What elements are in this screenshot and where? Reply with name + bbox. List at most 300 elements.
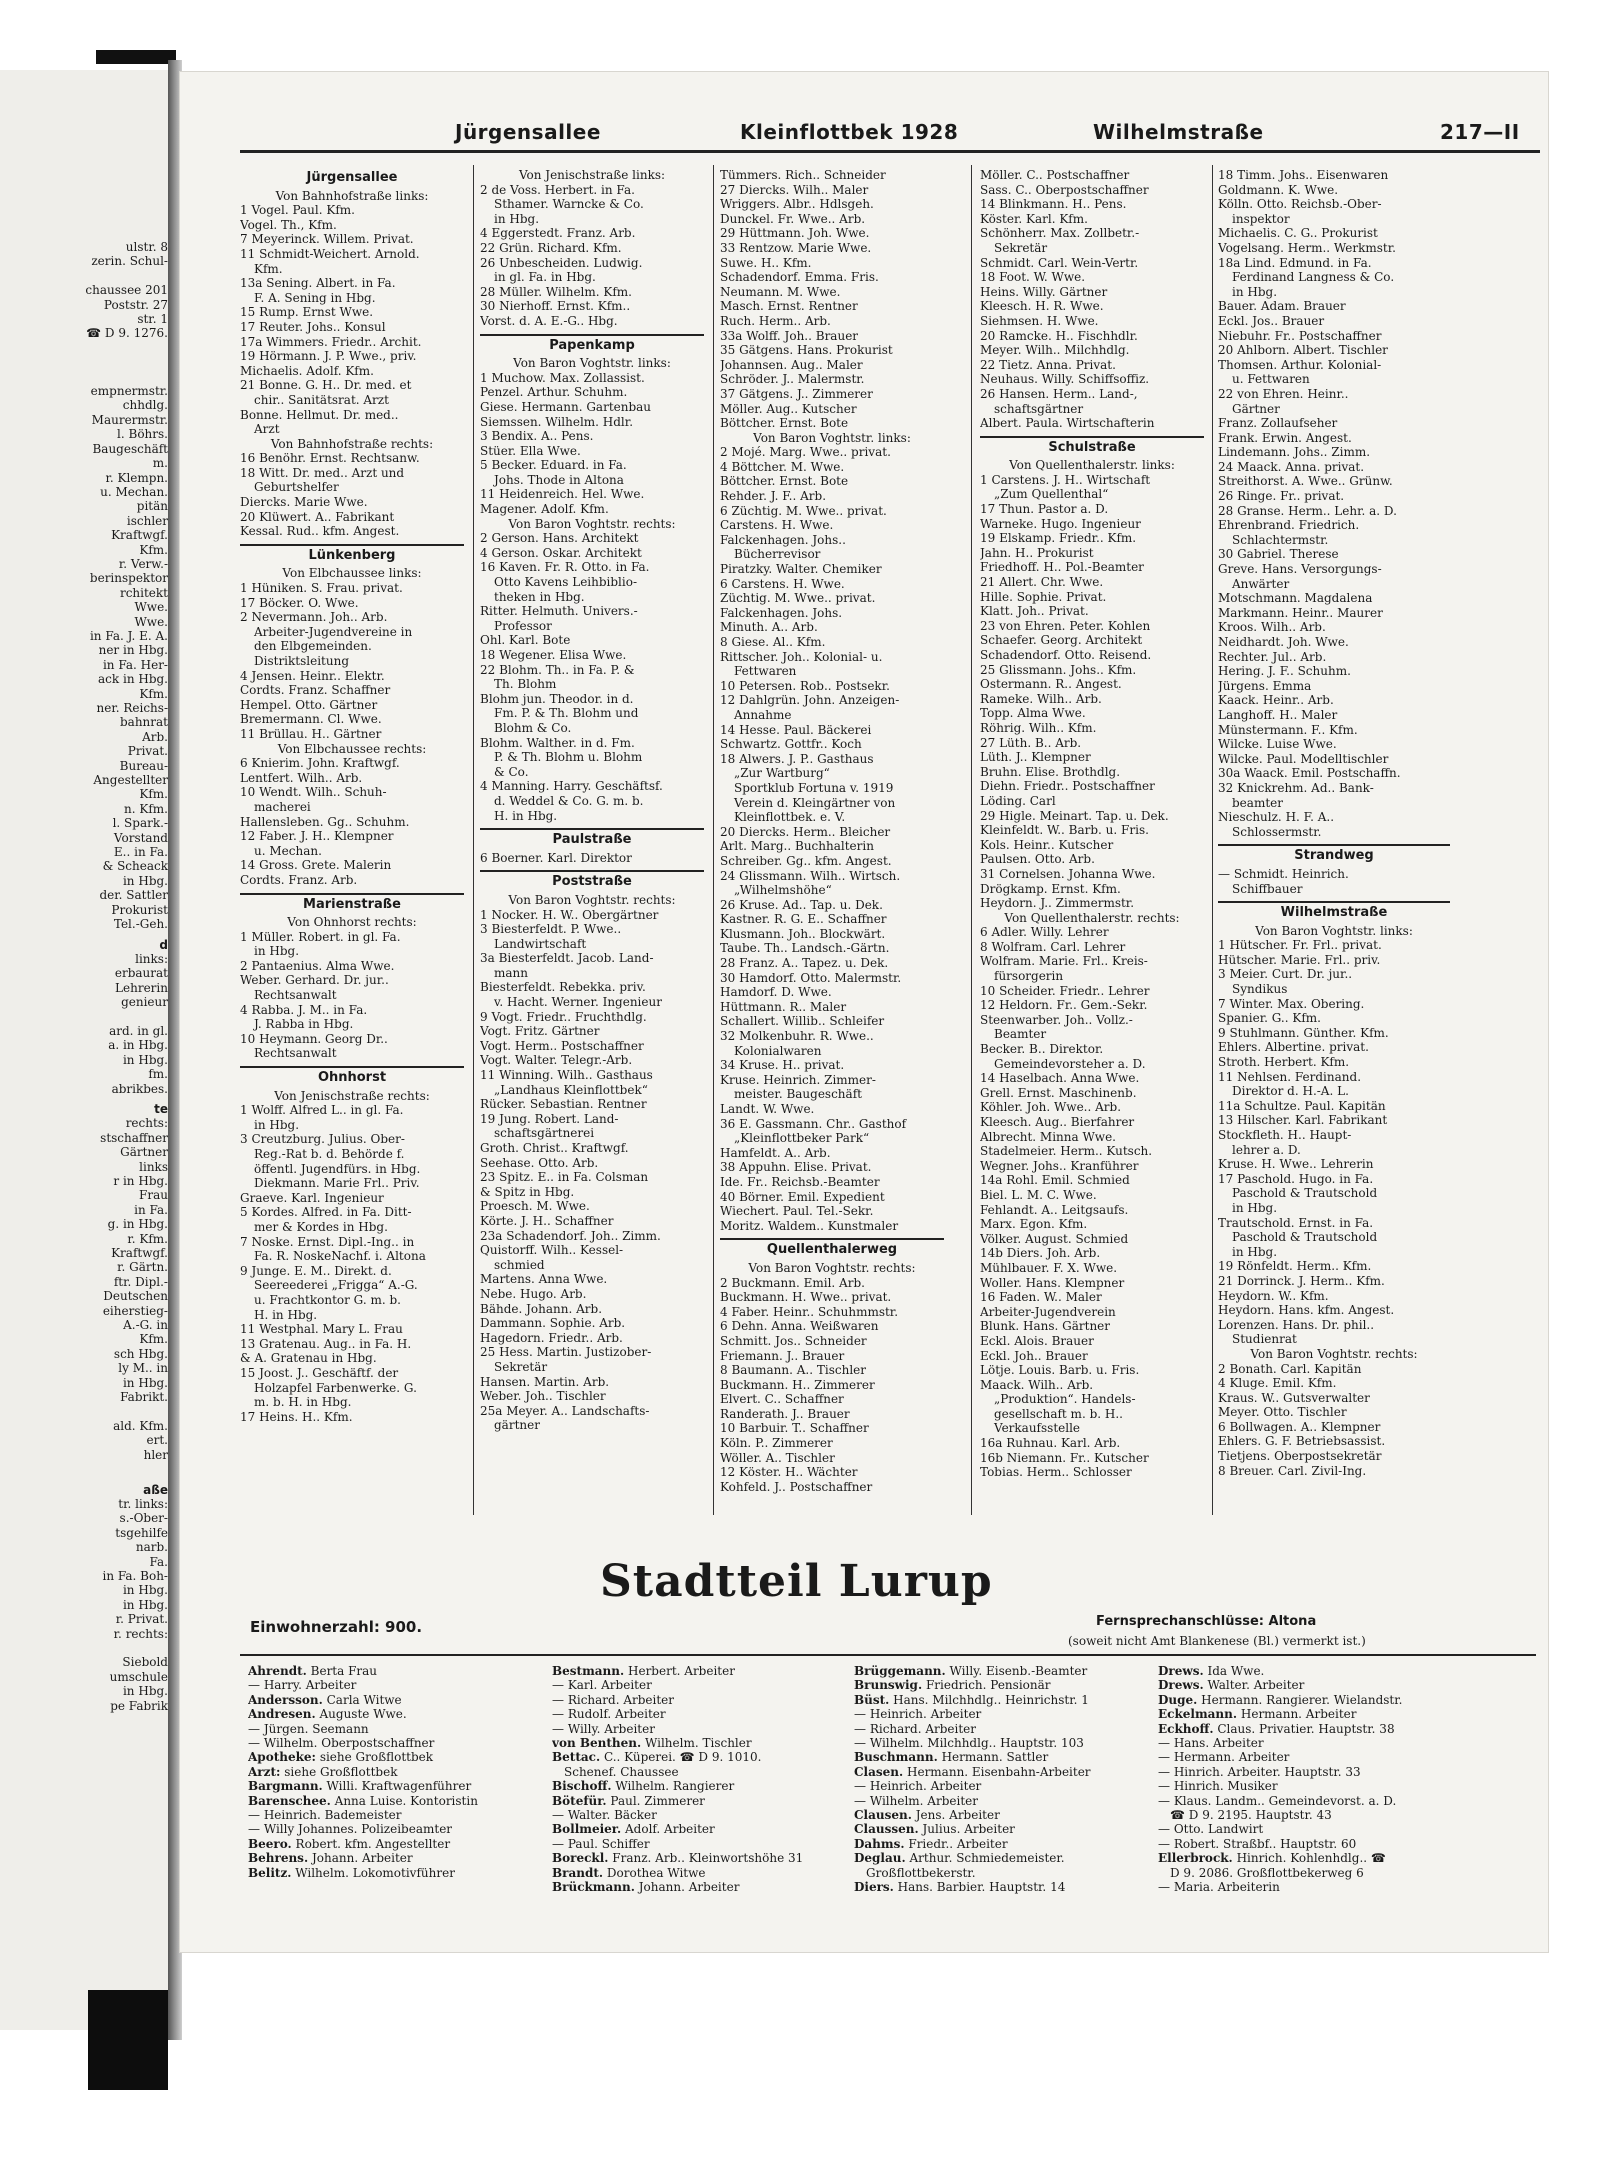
directory-entry: Rittscher. Joh.. Kolonial- u.: [720, 649, 883, 664]
directory-entry: 23a Schadendorf. Joh.. Zimm.: [480, 1228, 661, 1243]
lurup-entry: Andresen. Auguste Wwe.: [248, 1707, 407, 1722]
directory-entry: 10 Barbuir. T.. Schaffner: [720, 1421, 869, 1436]
directory-entry: schaftsgärtnerei: [494, 1126, 595, 1141]
directory-entry: Heydorn. W.. Kfm.: [1218, 1288, 1329, 1303]
directory-entry: Gärtner: [1232, 401, 1280, 416]
directory-entry: Ferdinand Langness & Co.: [1232, 270, 1395, 285]
directory-entry: 11 Nehlsen. Ferdinand.: [1218, 1069, 1362, 1084]
directory-entry: Lindemann. Johs.. Zimm.: [1218, 445, 1371, 460]
directory-entry: 8 Baumann. A.. Tischler: [720, 1363, 867, 1378]
lurup-entry: Clasen. Hermann. Eisenbahn-Arbeiter: [854, 1764, 1091, 1779]
directory-entry: Friedhoff. H.. Pol.-Beamter: [980, 560, 1144, 575]
directory-entry: 11 Heidenreich. Hel. Wwe.: [480, 487, 645, 502]
direction-note: Von Quellenthalerstr. rechts:: [1004, 910, 1180, 925]
directory-entry: Suwe. H.. Kfm.: [720, 255, 812, 270]
directory-entry: Neuhaus. Willy. Schiffsoffiz.: [980, 372, 1150, 387]
left-page-line: Angestellter: [93, 773, 168, 788]
directory-entry: Carstens. H. Wwe.: [720, 518, 834, 533]
directory-entry: 26 Hansen. Herm.. Land-,: [980, 386, 1138, 401]
directory-entry: Ohl. Karl. Bote: [480, 633, 571, 648]
lurup-entry: Dahms. Friedr.. Arbeiter: [854, 1836, 1008, 1851]
directory-entry: 1 Muchow. Max. Zollassist.: [480, 370, 645, 385]
directory-column-5: [1218, 168, 1450, 1478]
directory-entry: Wiechert. Paul. Tel.-Sekr.: [720, 1204, 874, 1219]
directory-entry: Geburtshelfer: [254, 480, 339, 495]
direction-note: Von Baron Voghtstr. rechts:: [1250, 1346, 1418, 1361]
column-divider: [971, 165, 972, 1515]
directory-entry: 8 Wolfram. Carl. Lehrer: [980, 939, 1126, 954]
direction-note: Von Baron Voghtstr. rechts:: [508, 892, 676, 907]
lurup-surname: Boreckl.: [552, 1851, 609, 1866]
directory-entry: Quistorff. Wilh.. Kessel-: [480, 1243, 624, 1258]
lurup-surname: Arzt:: [248, 1764, 281, 1779]
directory-entry: 2 Mojé. Marg. Wwe.. privat.: [720, 445, 891, 460]
directory-entry: H. in Hbg.: [494, 808, 558, 823]
directory-entry: 6 Knierim. John. Kraftwgf.: [240, 756, 400, 771]
directory-entry: 21 Dorrinck. J. Herm.. Kfm.: [1218, 1273, 1385, 1288]
directory-entry: Otto Kavens Leihbiblio-: [494, 575, 638, 590]
directory-entry: Hempel. Otto. Gärtner: [240, 697, 378, 712]
directory-entry: Meyer. Otto. Tischler: [1218, 1405, 1347, 1420]
directory-entry: Goldmann. K. Wwe.: [1218, 182, 1339, 197]
directory-entry: Thomsen. Arthur. Kolonial-: [1218, 357, 1382, 372]
directory-entry: Hallensleben. Gg.. Schuhm.: [240, 814, 410, 829]
lurup-column-3: [854, 1664, 1144, 1895]
directory-entry: Warneke. Hugo. Ingenieur: [980, 516, 1141, 531]
left-page-line: Wwe.: [134, 600, 168, 615]
directory-entry: J. Rabba in Hbg.: [254, 1017, 354, 1032]
directory-entry: 20 Klüwert. A.. Fabrikant: [240, 509, 395, 524]
lurup-entry: Behrens. Johann. Arbeiter: [248, 1851, 413, 1866]
directory-entry: Klatt. Joh.. Privat.: [980, 604, 1089, 619]
left-page-line: aße: [143, 1482, 168, 1497]
left-page-line: ulstr. 8: [125, 240, 168, 254]
directory-entry: 4 Faber. Heinr.. Schuhmmstr.: [720, 1304, 899, 1319]
directory-entry: 11 Westphal. Mary L. Frau: [240, 1322, 403, 1337]
directory-entry: Woller. Hans. Klempner: [980, 1275, 1125, 1290]
directory-entry: Stroth. Herbert. Kfm.: [1218, 1055, 1350, 1070]
lurup-entry: — Richard. Arbeiter: [854, 1721, 977, 1736]
directory-entry: Klusmann. Joh.. Blockwärt.: [720, 926, 886, 941]
directory-entry: Frank. Erwin. Angest.: [1218, 430, 1352, 445]
directory-entry: 28 Franz. A.. Tapez. u. Dek.: [720, 956, 889, 971]
left-page-line: chaussee 201: [85, 283, 168, 298]
directory-entry: Syndikus: [1232, 982, 1288, 997]
directory-entry: öffentl. Jugendfürs. in Hbg.: [254, 1161, 421, 1176]
directory-entry: Sportklub Fortuna v. 1919: [734, 780, 894, 795]
directory-entry: 31 Cornelsen. Johanna Wwe.: [980, 866, 1156, 881]
directory-entry: 16 Faden. W.. Maler: [980, 1290, 1102, 1305]
directory-entry: 7 Meyerinck. Willem. Privat.: [240, 232, 414, 247]
column-divider: [1212, 165, 1213, 1515]
directory-entry: 30 Gabriel. Therese: [1218, 547, 1339, 562]
directory-entry: Moritz. Waldem.. Kunstmaler: [720, 1218, 899, 1233]
lurup-entry: — Willy Johannes. Polizeibeamter: [248, 1822, 453, 1837]
directory-entry: Annahme: [734, 707, 792, 722]
left-page-line: rechts:: [125, 1116, 168, 1131]
directory-entry: 4 Manning. Harry. Geschäftsf.: [480, 779, 663, 794]
scan-edge-mark-bottom: [88, 1990, 168, 2090]
left-page-line: d: [159, 937, 168, 952]
directory-entry: Schadendorf. Emma. Fris.: [720, 270, 879, 285]
directory-entry: Nebe. Hugo. Arb.: [480, 1286, 587, 1301]
directory-entry: chir.. Sanitätsrat. Arzt: [254, 392, 389, 407]
left-page-line: Kraftwgf.: [111, 528, 168, 543]
lurup-entry: — Otto. Landwirt: [1158, 1822, 1264, 1837]
lurup-entry: Apotheke: siehe Großflottbek: [248, 1750, 434, 1765]
left-page-line: u. Mechan.: [100, 484, 168, 499]
left-page-line: Privat.: [127, 744, 168, 759]
directory-entry: 14a Rohl. Emil. Schmied: [980, 1173, 1130, 1188]
directory-column-1: [240, 168, 464, 1424]
directory-entry: Tietjens. Oberpostsekretär: [1218, 1449, 1382, 1464]
directory-entry: 1 Vogel. Paul. Kfm.: [240, 203, 355, 218]
directory-entry: Trautschold. Ernst. in Fa.: [1218, 1215, 1374, 1230]
directory-entry: F. A. Sening in Hbg.: [254, 290, 376, 305]
left-page-line: & Scheack: [102, 859, 168, 874]
left-page-line: te: [154, 1101, 168, 1116]
left-page-line: in Hbg.: [122, 1684, 168, 1699]
directory-entry: in Hbg.: [1232, 1244, 1278, 1259]
directory-entry: Tümmers. Rich.. Schneider: [720, 168, 886, 182]
lurup-surname: Dahms.: [854, 1836, 905, 1851]
left-page-line: ack in Hbg.: [98, 672, 168, 687]
lurup-column-4: [1158, 1664, 1448, 1895]
directory-entry: Köster. Karl. Kfm.: [980, 211, 1088, 226]
directory-entry: 18 Alwers. J. P.. Gasthaus: [720, 751, 874, 766]
lurup-surname: Beero.: [248, 1836, 292, 1851]
left-page-line: A.-G. in: [123, 1318, 168, 1333]
lurup-surname: Deglau.: [854, 1851, 906, 1866]
left-page-line: r. Gärtn.: [117, 1260, 168, 1275]
left-page-line: Vorstand: [113, 830, 168, 845]
directory-entry: Schmitt. Jos.. Schneider: [720, 1333, 867, 1348]
directory-entry: & A. Gratenau in Hbg.: [240, 1351, 377, 1366]
directory-entry: Friemann. J.. Brauer: [720, 1348, 845, 1363]
directory-entry: 12 Köster. H.. Wächter: [720, 1465, 858, 1480]
directory-entry: 6 Züchtig. M. Wwe.. privat.: [720, 503, 887, 518]
left-page-line: l. Spark.-: [112, 816, 168, 831]
directory-entry: Holzapfel Farbenwerke. G.: [254, 1380, 417, 1395]
directory-entry: Verein d. Kleingärtner von: [734, 795, 896, 810]
lurup-entry: Großflottbekerstr.: [866, 1865, 976, 1880]
directory-entry: Rameke. Wilh.. Arb.: [980, 691, 1102, 706]
lurup-entry: Diers. Hans. Barbier. Hauptstr. 14: [854, 1880, 1066, 1895]
left-page-line: Kraftwgf.: [111, 1246, 168, 1261]
directory-entry: Fm. P. & Th. Blohm und: [494, 706, 639, 721]
directory-entry: Kastner. R. G. E.. Schaffner: [720, 912, 887, 927]
directory-entry: Direktor d. H.-A. L.: [1232, 1084, 1349, 1099]
street-heading: Quellenthalerweg: [720, 1238, 944, 1258]
directory-entry: 23 von Ehren. Peter. Kohlen: [980, 618, 1151, 633]
directory-entry: 1 Hüniken. S. Frau. privat.: [240, 581, 403, 596]
directory-entry: in Hbg.: [1232, 1200, 1278, 1215]
lurup-entry: Eckhoff. Claus. Privatier. Hauptstr. 38: [1158, 1721, 1395, 1736]
left-page-line: tr. links:: [118, 1496, 168, 1511]
directory-entry: 8 Breuer. Carl. Zivil-Ing.: [1218, 1463, 1367, 1478]
lurup-entry: — Heinrich. Arbeiter: [854, 1779, 982, 1794]
directory-entry: Seereederei „Frigga“ A.-G.: [254, 1278, 418, 1293]
directory-entry: 19 Jung. Robert. Land-: [480, 1111, 619, 1126]
directory-entry: Schiffbauer: [1232, 881, 1303, 896]
directory-entry: Jahn. H.. Prokurist: [980, 545, 1094, 560]
lurup-entry: Bettac. C.. Küperei. ☎ D 9. 1010.: [552, 1750, 762, 1765]
directory-entry: Landwirtschaft: [494, 936, 587, 951]
street-heading: Jürgensallee: [306, 170, 398, 185]
directory-entry: 19 Elskamp. Friedr.. Kfm.: [980, 531, 1137, 546]
directory-entry: Steenwarber. Joh.. Vollz.-: [980, 1012, 1133, 1027]
street-heading: Wilhelmstraße: [1218, 901, 1450, 921]
lurup-entry: Drews. Ida Wwe.: [1158, 1664, 1265, 1678]
directory-entry: Vogelsang. Herm.. Werkmstr.: [1218, 240, 1396, 255]
directory-entry: Johannsen. Aug.. Maler: [720, 357, 863, 372]
lurup-surname: Ellerbrock.: [1158, 1851, 1233, 1866]
directory-entry: 27 Lüth. B.. Arb.: [980, 735, 1082, 750]
left-page-line: ☎ D 9. 1276.: [86, 326, 168, 341]
left-page-line: Kfm.: [139, 686, 168, 701]
directory-entry: Kessal. Rud.. kfm. Angest.: [240, 524, 400, 539]
street-heading: Lünkenberg: [240, 544, 464, 564]
left-page-line: Kfm.: [139, 542, 168, 557]
left-page-line: [0, 370, 168, 384]
directory-entry: Anwärter: [1232, 576, 1290, 591]
lurup-surname: Bestmann.: [552, 1664, 625, 1678]
directory-entry: den Elbgemeinden.: [254, 639, 372, 654]
directory-entry: Markmann. Heinr.. Maurer: [1218, 605, 1383, 620]
lurup-surname: Brandt.: [552, 1865, 604, 1880]
lurup-surname: Brückmann.: [552, 1880, 635, 1895]
directory-entry: Jürgens. Emma: [1218, 678, 1312, 693]
header-page-number: 217—II: [1440, 120, 1520, 144]
directory-entry: Elvert. C.. Schaffner: [720, 1392, 844, 1407]
directory-column-3: [720, 168, 944, 1494]
directory-entry: Penzel. Arthur. Schuhm.: [480, 385, 628, 400]
left-page-line: l. Böhrs.: [117, 427, 168, 442]
directory-entry: mann: [494, 965, 528, 980]
header-rule: [240, 150, 1540, 153]
direction-note: Von Baron Voghtstr. links:: [1255, 923, 1413, 938]
directory-entry: 15 Joost. J.. Geschäftf. der: [240, 1365, 399, 1380]
directory-entry: Mühlbauer. F. X. Wwe.: [980, 1260, 1118, 1275]
street-heading: Schulstraße: [980, 436, 1204, 456]
left-page-line: g. in Hbg.: [107, 1217, 168, 1232]
directory-entry: u. Mechan.: [254, 843, 322, 858]
directory-entry: Greve. Hans. Versorgungs-: [1218, 562, 1382, 577]
directory-entry: Körte. J. H.. Schaffner: [480, 1213, 614, 1228]
directory-entry: in gl. Fa. in Hbg.: [494, 270, 596, 285]
directory-entry: 23 Spitz. E.. in Fa. Colsman: [480, 1170, 649, 1185]
directory-entry: Schallert. Willib.. Schleifer: [720, 1014, 885, 1029]
lurup-entry: Brückmann. Johann. Arbeiter: [552, 1880, 740, 1895]
directory-entry: Hütscher. Marie. Frl.. priv.: [1218, 952, 1381, 967]
directory-entry: Paschold & Trautschold: [1232, 1186, 1378, 1201]
directory-entry: Heydorn. Hans. kfm. Angest.: [1218, 1303, 1395, 1318]
directory-entry: 17 Reuter. Johs.. Konsul: [240, 319, 386, 334]
directory-entry: Kleesch. Aug.. Bierfahrer: [980, 1115, 1135, 1129]
directory-entry: Röhrig. Wilh.. Kfm.: [980, 720, 1097, 735]
left-page-line: m.: [152, 456, 168, 471]
left-page-line: in Hbg.: [122, 1583, 168, 1598]
directory-entry: gesellschaft m. b. H..: [994, 1406, 1123, 1421]
street-heading: Papenkamp: [480, 334, 704, 354]
directory-entry: Professor: [494, 618, 552, 633]
directory-entry: Schröder. J.. Malermstr.: [720, 372, 865, 387]
left-page-line: in Hbg.: [122, 1052, 168, 1067]
left-page-line: zerin. Schul-: [91, 254, 168, 269]
directory-entry: Ruch. Herm.. Arb.: [720, 313, 831, 328]
lurup-surname: Bollmeier.: [552, 1822, 622, 1837]
left-page-line: tsgehilfe: [115, 1525, 168, 1540]
directory-entry: Vogt. Herm.. Postschaffner: [480, 1038, 644, 1053]
directory-entry: in Hbg.: [1232, 284, 1278, 299]
directory-entry: 6 Boerner. Karl. Direktor: [480, 850, 632, 865]
direction-note: Von Ohnhorst rechts:: [287, 915, 417, 930]
directory-entry: 14b Diers. Joh. Arb.: [980, 1246, 1101, 1261]
directory-entry: 26 Ringe. Fr.. privat.: [1218, 489, 1345, 504]
directory-entry: 17 Paschold. Hugo. in Fa.: [1218, 1171, 1374, 1186]
lurup-entry: Schenef. Chaussee: [564, 1764, 679, 1779]
left-page-line: in Fa. Her-: [102, 657, 168, 672]
directory-entry: gärtner: [494, 1418, 540, 1433]
directory-entry: Möller. C.. Postschaffner: [980, 168, 1130, 182]
directory-entry: Schaefer. Georg. Architekt: [980, 633, 1143, 648]
lurup-entry: Beero. Robert. kfm. Angestellter: [248, 1836, 451, 1851]
directory-entry: Falckenhagen. Johs.: [720, 605, 843, 620]
lurup-entry: Boreckl. Franz. Arb.. Kleinwortshöhe 31: [552, 1851, 804, 1866]
direction-note: Von Elbchaussee rechts:: [277, 741, 427, 756]
directory-entry: „Zum Quellenthal“: [994, 487, 1109, 502]
directory-entry: Distriktsleitung: [254, 654, 350, 668]
directory-entry: 10 Petersen. Rob.. Postsekr.: [720, 678, 890, 693]
directory-entry: Graeve. Karl. Ingenieur: [240, 1190, 384, 1205]
directory-entry: 4 Eggerstedt. Franz. Arb.: [480, 226, 636, 241]
directory-entry: Stadelmeier. Herm.. Kutsch.: [980, 1144, 1153, 1159]
directory-entry: 2 Gerson. Hans. Architekt: [480, 531, 639, 546]
left-page-line: s.-Ober-: [119, 1511, 168, 1526]
directory-entry: Arbeiter-Jugendverein: [980, 1304, 1116, 1319]
lurup-entry: D 9. 2086. Großflottbekerweg 6: [1170, 1865, 1364, 1880]
directory-entry: Piratzky. Walter. Chemiker: [720, 562, 882, 577]
directory-entry: Studienrat: [1232, 1332, 1297, 1347]
directory-entry: Hering. J. F.. Schuhm.: [1218, 664, 1351, 679]
directory-entry: 26 Unbescheiden. Ludwig.: [480, 255, 643, 270]
directory-entry: in Hbg.: [254, 1117, 300, 1132]
directory-entry: 21 Bonne. G. H.. Dr. med. et: [240, 378, 412, 393]
directory-entry: 13a Sening. Albert. in Fa.: [240, 276, 396, 291]
directory-entry: Kaack. Heinr.. Arb.: [1218, 693, 1334, 708]
left-page-line: Frau: [139, 1188, 168, 1203]
directory-entry: Meyer. Wilh.. Milchhdlg.: [980, 343, 1130, 358]
lurup-surname: Bettac.: [552, 1750, 601, 1765]
directory-entry: 11 Schmidt-Weichert. Arnold.: [240, 246, 420, 261]
directory-entry: Kleesch. H. R. Wwe.: [980, 299, 1104, 314]
directory-entry: 15 Rump. Ernst Wwe.: [240, 305, 374, 320]
directory-entry: Becker. B.. Direktor.: [980, 1042, 1104, 1057]
directory-entry: Wöller. A.. Tischler: [720, 1450, 835, 1465]
directory-entry: Arbeiter-Jugendvereine in: [254, 624, 413, 639]
lurup-entry: ☎ D 9. 2195. Hauptstr. 43: [1170, 1808, 1332, 1823]
directory-entry: 3 Bendix. A.. Pens.: [480, 429, 594, 444]
directory-entry: Minuth. A.. Arb.: [720, 620, 818, 635]
directory-entry: Kraus. W.. Gutsverwalter: [1218, 1390, 1370, 1405]
directory-entry: 14 Haselbach. Anna Wwe.: [980, 1071, 1140, 1086]
directory-entry: 24 Glissmann. Wilh.. Wirtsch.: [720, 868, 901, 883]
lurup-surname: Barenschee.: [248, 1793, 331, 1808]
directory-entry: Marx. Egon. Kfm.: [980, 1217, 1088, 1232]
directory-entry: 20 Ramcke. H.. Fischhdlr.: [980, 328, 1138, 343]
directory-entry: Ehrenbrand. Friedrich.: [1218, 518, 1360, 533]
directory-entry: 18 Timm. Johs.. Eisenwaren: [1218, 168, 1389, 182]
directory-entry: Grell. Ernst. Maschinenb.: [980, 1085, 1137, 1100]
directory-entry: Vogel. Th., Kfm.: [240, 217, 337, 232]
directory-entry: Böttcher. Ernst. Bote: [720, 416, 849, 431]
left-page-line: Maurermstr.: [91, 412, 168, 427]
directory-entry: 19 Rönfeldt. Herm.. Kfm.: [1218, 1259, 1372, 1274]
section-rule: [240, 1654, 1536, 1656]
directory-entry: Schmidt. Carl. Wein-Vertr.: [980, 255, 1139, 270]
directory-entry: & Spitz in Hbg.: [480, 1184, 575, 1199]
directory-entry: Hüttmann. R.. Maler: [720, 999, 847, 1014]
directory-entry: schaftsgärtner: [994, 401, 1084, 416]
left-page-line: pitän: [136, 499, 168, 514]
left-page-line: rchitekt: [119, 585, 168, 600]
directory-entry: Lentfert. Wilh.. Arb.: [240, 770, 363, 785]
directory-entry: Blohm jun. Theodor. in d.: [480, 691, 634, 706]
directory-entry: Heins. Willy. Gärtner: [980, 284, 1108, 299]
directory-entry: 14 Blinkmann. H.. Pens.: [980, 197, 1127, 212]
lurup-entry: Arzt: siehe Großflottbek: [248, 1764, 398, 1779]
directory-entry: 22 Tietz. Anna. Privat.: [980, 357, 1116, 372]
lurup-surname: Claussen.: [854, 1822, 919, 1837]
directory-entry: 1 Nocker. H. W.. Obergärtner: [480, 907, 659, 922]
left-page-line: in Fa.: [134, 1202, 168, 1217]
lurup-surname: Bischoff.: [552, 1779, 612, 1794]
left-page-line: Baugeschäft: [92, 441, 168, 456]
lurup-surname: Andersson.: [248, 1692, 323, 1707]
directory-entry: Bruhn. Elise. Brothdlg.: [980, 764, 1121, 779]
directory-entry: Kölln. Otto. Reichsb.-Ober-: [1218, 197, 1382, 212]
directory-entry: Seehase. Otto. Arb.: [480, 1155, 599, 1170]
lurup-entry: Brüggemann. Willy. Eisenb.-Beamter: [854, 1664, 1088, 1678]
directory-entry: 37 Gätgens. J.. Zimmerer: [720, 386, 873, 401]
directory-entry: 6 Bollwagen. A.. Klempner: [1218, 1419, 1381, 1434]
left-page-line: [0, 1405, 168, 1419]
directory-entry: Albrecht. Minna Wwe.: [980, 1129, 1116, 1144]
directory-entry: Topp. Alma Wwe.: [980, 706, 1086, 721]
left-page-line: Poststr. 27: [103, 297, 168, 312]
directory-entry: 14 Hesse. Paul. Bäckerei: [720, 722, 872, 737]
directory-entry: 10 Scheider. Friedr.. Lehrer: [980, 983, 1150, 998]
directory-entry: 29 Hüttmann. Joh. Wwe.: [720, 226, 870, 241]
left-page-line: [0, 1010, 168, 1024]
directory-entry: — Schmidt. Heinrich.: [1218, 866, 1349, 881]
lurup-entry: Bollmeier. Adolf. Arbeiter: [552, 1822, 715, 1837]
direction-note: Von Baron Voghtstr. links:: [513, 356, 671, 371]
directory-entry: 25 Hess. Martin. Justizober-: [480, 1345, 652, 1360]
directory-entry: Franz. Zollaufseher: [1218, 416, 1338, 431]
directory-entry: 18 Foot. W. Wwe.: [980, 270, 1086, 285]
directory-entry: 18 Wegener. Elisa Wwe.: [480, 648, 627, 662]
directory-entry: Schönherr. Max. Zollbetr.-: [980, 226, 1140, 241]
left-page-line: eiherstieg-: [102, 1303, 168, 1318]
lurup-entry: — Maria. Arbeiterin: [1158, 1880, 1280, 1895]
directory-entry: Vogt. Walter. Telegr.-Arb.: [480, 1053, 633, 1068]
directory-entry: Schlachtermstr.: [1232, 532, 1329, 547]
population-count: Einwohnerzahl: 900.: [250, 1618, 423, 1636]
street-heading: Poststraße: [480, 870, 704, 890]
left-page-line: links:: [135, 951, 168, 966]
directory-entry: Paschold & Trautschold: [1232, 1230, 1378, 1245]
